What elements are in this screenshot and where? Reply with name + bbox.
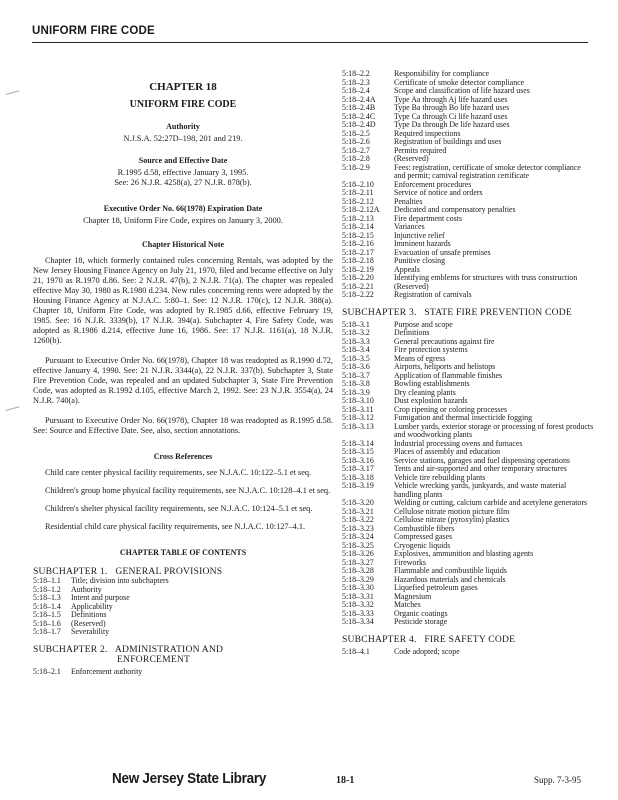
toc-row [342, 482, 594, 499]
chapter-name: UNIFORM FIRE CODE [129, 99, 237, 110]
page-number: 18-1 [336, 775, 355, 786]
section-number: 5:18–1.6 [33, 618, 61, 628]
toc-row [342, 618, 594, 627]
section-title: Registration of carnivals [394, 290, 472, 299]
right-column [342, 70, 594, 656]
subchapter-1-list [33, 577, 169, 637]
section-number: 5:18–2.20 [342, 273, 374, 282]
section-number: 5:18–3.4 [342, 345, 370, 354]
section-title: Intent and purpose [71, 593, 130, 602]
section-number: 5:18–3.5 [342, 353, 370, 363]
section-number: 5:18–3.23 [342, 523, 374, 533]
section-number: 5:18–2.17 [342, 247, 374, 257]
section-title: Crop ripening or coloring processes [394, 404, 508, 414]
authority-heading: Authority [166, 122, 200, 131]
toc-row [342, 338, 594, 347]
section-title: Type Ca through Ci life hazard uses [394, 111, 508, 121]
section-title: Service of notice and orders [394, 188, 483, 197]
section-title: Tents and air-supported and other temporary structures [394, 464, 567, 473]
toc-row [342, 516, 594, 525]
toc-row [342, 584, 594, 593]
section-title: Industrial processing ovens and furnaces [394, 438, 523, 448]
section-number: 5:18–2.16 [342, 239, 374, 248]
section-title: Certificate of smoke detector compliance [394, 77, 525, 87]
subchapter-3-list [342, 321, 594, 627]
section-title: Liquefied petroleum gases [394, 583, 478, 592]
library-stamp: New Jersey State Library [112, 770, 267, 787]
section-title: Matches [394, 600, 421, 609]
history-paragraph: Chapter 18, which formerly contained rules concerning Rentals, was adopted by the New Jersey Housing Finance Agency on July 21, 1970, filed and became effective on July 21, 1970 as R.1970 d.86. See: 2 N.J.R. 47(b), 2 N.J.R. 71(a). The chapter was repealed effective May 30, 1980 as R.1980 d.234. New rules concerning rents were adopted by the Housing Finance Agency at N.J.A.C. 5:80–1. See: 12 N.J.R. 170(c), 12 N.J.R. 388(a). Chapter 18, Uniform Fire Code, was adopted by R.1985 d.66, effective February 19, 1985. See: 16 N.J.R. 3339(b), 17 N.J.R. 394(a). Subchapter 4, Fire Safety Code, was adopted as R.1986 d.214, effective June 16, 1986. See: 17 N.J.R. 1161(a), 18 N.J.R. 1260(b). [33, 256, 333, 345]
chapter-number: CHAPTER 18 [149, 81, 217, 93]
section-number: 5:18–2.4 [342, 86, 370, 95]
section-title: Vehicle wrecking yards, junkyards, and waste material handling plants [394, 481, 567, 499]
section-title: General precautions against fire [394, 336, 495, 346]
toc-row [342, 423, 594, 440]
section-title: Responsibility for compliance [394, 69, 490, 78]
scan-mark [6, 406, 21, 413]
section-number: 5:18–3.29 [342, 574, 374, 584]
section-number: 5:18–3.32 [342, 600, 374, 609]
toc-row [342, 147, 594, 156]
section-number: 5:18–2.13 [342, 213, 374, 223]
toc-row [342, 346, 594, 355]
subchapter-2-heading: SUBCHAPTER 2. ADMINISTRATION AND [33, 643, 224, 655]
section-title: Required inspections [394, 128, 461, 138]
section-title: Authority [71, 584, 102, 594]
section-title: (Reserved) [394, 281, 429, 291]
section-number: 5:18–2.3 [342, 77, 370, 87]
section-number: 5:18–3.7 [342, 370, 370, 380]
toc-row [342, 291, 594, 300]
toc-row [342, 164, 594, 181]
section-title: Bowling establishments [394, 379, 470, 388]
section-number: 5:18–3.12 [342, 413, 374, 422]
section-title: Severability [71, 627, 110, 636]
toc-row [342, 321, 594, 330]
section-title: Scope and classification of life hazard uses [394, 86, 530, 95]
section-number: 5:18–3.8 [342, 379, 370, 388]
toc-row [33, 668, 142, 677]
section-number: 5:18–3.10 [342, 396, 374, 405]
toc-row [342, 380, 594, 389]
section-number: 5:18–2.12A [342, 205, 380, 214]
section-title: Identifying emblems for structures with truss construction [394, 273, 578, 282]
section-title: Type Ba through Bo life hazard uses [394, 103, 510, 112]
history-heading: Chapter Historical Note [141, 240, 225, 249]
section-number: 5:18–2.14 [342, 222, 374, 231]
section-title: Hazardous materials and chemicals [394, 574, 506, 584]
section-title: Service stations, garages and fuel dispensing operations [394, 455, 570, 465]
section-number: 5:18–1.2 [33, 584, 61, 594]
supplement-date: Supp. 7-3-95 [534, 775, 581, 785]
section-title: Flammable and combustible liquids [394, 566, 507, 575]
left-column [33, 72, 333, 676]
cross-ref-item: Child care center physical facility requirements, see N.J.A.C. 10:122–5.1 et seq. [45, 468, 312, 477]
exec-order-heading: Executive Order No. 66(1978) Expiration Date [103, 204, 263, 213]
section-number: 5:18–3.28 [342, 566, 374, 575]
source-heading: Source and Effective Date [138, 156, 228, 165]
toc-row [342, 215, 594, 224]
section-title: Evacuation of unsafe premises [394, 247, 491, 257]
section-title: Enforcement authority [71, 666, 143, 676]
section-number: 5:18–3.16 [342, 455, 374, 465]
toc-row [342, 121, 594, 130]
section-title: Registration of buildings and uses [394, 137, 502, 146]
section-number: 5:18–1.5 [33, 610, 61, 619]
section-title: Permits required [394, 145, 447, 155]
section-title: Explosives, ammunition and blasting agents [394, 549, 534, 558]
cross-ref-item: Residential child care physical facility requirements, see N.J.A.C. 10:127–4.1. [45, 522, 306, 531]
history-paragraph: Pursuant to Executive Order No. 66(1978), Chapter 18 was readopted as R.1990 d.72, effective January 4, 1990. See: 21 N.J.R. 3344(a), 22 N.J.R. 337(b). Subchapter 3, State Fire Prevention Code, was repealed and an updated Subchapter 3, State Fire Prevention Code, was adopted as R.1992 d.105, effective March 2, 1992. See: 23 N.J.R. 3554(a), 24 N.J.R. 740(a). [33, 356, 333, 405]
section-number: 5:18–3.25 [342, 540, 374, 550]
section-title: Airports, heliports and helistops [394, 362, 496, 371]
cross-ref-item: Children's group home physical facility requirements, see N.J.A.C. 10:128–4.1 et seq. [45, 486, 331, 495]
section-title: Cellulose nitrate motion picture film [394, 506, 510, 516]
section-number: 5:18–2.21 [342, 281, 374, 291]
section-title: Fumigation and thermal insecticide fogging [394, 413, 533, 422]
section-title: Cellulose nitrate (pyroxylin) plastics [394, 515, 510, 524]
section-title: Applicability [71, 601, 113, 611]
section-number: 5:18–3.19 [342, 481, 374, 490]
section-title: Dedicated and compensatory penalties [394, 205, 516, 214]
cross-ref-heading: Cross References [153, 452, 213, 461]
history-paragraph: Pursuant to Executive Order No. 66(1978), Chapter 18 was readopted as R.1995 d.58. See: Source and Effective Date. See, also, section annotations. [33, 416, 333, 435]
section-title: Dry cleaning plants [394, 387, 456, 397]
section-number: 5:18–2.2 [342, 69, 370, 78]
subchapter-3-heading: SUBCHAPTER 3. STATE FIRE PREVENTION CODE [342, 306, 572, 318]
toc-row [342, 232, 594, 241]
section-number: 5:18–3.33 [342, 608, 374, 618]
toc-row [342, 593, 594, 602]
section-title: Places of assembly and education [394, 447, 501, 456]
section-number: 5:18–2.6 [342, 137, 370, 146]
section-number: 5:18–2.4A [342, 94, 376, 104]
section-number: 5:18–2.10 [342, 179, 374, 189]
section-number: 5:18–1.4 [33, 601, 61, 611]
section-number: 5:18–2.12 [342, 196, 374, 206]
section-number: 5:18–1.3 [33, 593, 61, 602]
subchapter-2-list-start [33, 668, 142, 677]
section-number: 5:18–2.5 [342, 128, 370, 138]
section-title: Punitive closing [394, 256, 446, 265]
section-number: 5:18–3.20 [342, 498, 374, 507]
section-number: 5:18–4.1 [342, 646, 370, 656]
section-title: (Reserved) [394, 154, 429, 163]
toc-row [342, 249, 594, 258]
section-number: 5:18–3.26 [342, 549, 374, 558]
section-title: Fire protection systems [394, 345, 468, 354]
subchapter-2-list [342, 70, 594, 300]
section-title: Magnesium [394, 591, 432, 601]
section-number: 5:18–2.1 [33, 666, 61, 676]
section-number: 5:18–3.2 [342, 328, 370, 337]
section-number: 5:18–1.7 [33, 627, 61, 636]
authority-text: N.J.S.A. 52:27D–198, 201 and 219. [123, 134, 243, 143]
toc-row [342, 189, 594, 198]
section-title: Imminent hazards [394, 239, 451, 248]
section-title: Definitions [394, 328, 430, 337]
section-number: 5:18–2.22 [342, 290, 374, 299]
section-title: Pesticide storage [394, 617, 448, 626]
section-title: Purpose and scope [394, 319, 453, 329]
toc-row [342, 601, 594, 610]
toc-heading: CHAPTER TABLE OF CONTENTS [119, 548, 247, 557]
toc-row [342, 389, 594, 398]
toc-row [342, 223, 594, 232]
section-number: 5:18–2.4B [342, 103, 376, 112]
section-title: Means of egress [394, 353, 446, 363]
subchapter-4-heading: SUBCHAPTER 4. FIRE SAFETY CODE [342, 633, 516, 645]
toc-row [342, 533, 594, 542]
section-title: Cryogenic liquids [394, 540, 451, 550]
section-title: Combustible fibers [394, 523, 455, 533]
section-number: 5:18–3.24 [342, 532, 374, 541]
section-number: 5:18–3.30 [342, 583, 374, 592]
section-number: 5:18–2.11 [342, 188, 374, 197]
section-title: Type Aa through Aj life hazard uses [394, 94, 508, 104]
section-title: Appeals [394, 264, 420, 274]
toc-row [342, 648, 460, 657]
section-title: Application of flammable finishes [394, 370, 503, 380]
section-title: Organic coatings [394, 608, 448, 618]
section-number: 5:18–3.1 [342, 319, 370, 329]
exec-order-text: Chapter 18, Uniform Fire Code, expires on January 3, 2000. [83, 216, 283, 225]
section-number: 5:18–3.13 [342, 421, 374, 431]
section-number: 5:18–2.9 [342, 162, 370, 172]
toc-row [342, 550, 594, 559]
section-title: (Reserved) [71, 618, 106, 628]
source-text-2: See: 26 N.J.R. 4258(a), 27 N.J.R. 878(b). [114, 178, 252, 187]
section-number: 5:18–2.18 [342, 256, 374, 265]
section-number: 5:18–1.1 [33, 576, 61, 585]
section-number: 5:18–3.3 [342, 336, 370, 346]
section-title: Variances [394, 222, 425, 231]
toc-row [342, 610, 594, 619]
section-number: 5:18–3.31 [342, 591, 374, 601]
toc-row [342, 525, 594, 534]
section-title: Vehicle tire rebuilding plants [394, 472, 486, 482]
toc-row [342, 138, 594, 147]
section-number: 5:18–3.21 [342, 506, 374, 516]
subchapter-1-heading: SUBCHAPTER 1. GENERAL PROVISIONS [33, 566, 223, 577]
section-number: 5:18–3.34 [342, 617, 374, 626]
section-title: Definitions [71, 610, 107, 619]
header-rule [32, 42, 588, 43]
section-number: 5:18–2.19 [342, 264, 374, 274]
section-title: Fireworks [394, 557, 426, 567]
section-title: Injunctive relief [394, 230, 445, 240]
section-number: 5:18–3.9 [342, 387, 370, 397]
section-title: Penalties [394, 196, 423, 206]
section-title: Enforcement procedures [394, 179, 472, 189]
section-title: Fees: registration, certificate of smoke detector compliance and permit; carnival registration certificate [394, 162, 581, 180]
subchapter-4-list [342, 648, 460, 657]
section-title: Type Da through De life hazard uses [394, 120, 510, 129]
toc-row [33, 628, 169, 637]
section-title: Welding or cutting, calcium carbide and acetylene generators [394, 498, 588, 507]
section-title: Compressed gases [394, 532, 453, 541]
section-number: 5:18–2.4D [342, 120, 376, 129]
section-number: 5:18–2.4C [342, 111, 376, 121]
toc-row [342, 257, 594, 266]
cross-ref-item: Children's shelter physical facility requirements, see N.J.A.C. 10:124–5.1 et seq. [45, 504, 313, 513]
section-number: 5:18–3.6 [342, 362, 370, 371]
section-title: Fire department costs [394, 213, 462, 223]
subchapter-2-heading-cont: ENFORCEMENT [117, 653, 191, 665]
section-number: 5:18–3.11 [342, 404, 374, 414]
toc-row [342, 206, 594, 215]
section-number: 5:18–3.27 [342, 557, 374, 567]
section-title: Dust explosion hazards [394, 396, 468, 405]
section-number: 5:18–3.15 [342, 447, 374, 456]
section-title: Code adopted; scope [394, 646, 460, 656]
scan-mark [6, 90, 21, 97]
section-number: 5:18–3.18 [342, 472, 374, 482]
source-text-1: R.1995 d.58, effective January 3, 1995. [117, 168, 249, 177]
section-number: 5:18–2.15 [342, 230, 374, 240]
running-header: UNIFORM FIRE CODE [32, 25, 155, 37]
section-number: 5:18–3.17 [342, 464, 374, 473]
section-title: Title; division into subchapters [71, 576, 169, 585]
toc-row [342, 274, 594, 283]
section-title: Lumber yards, exterior storage or processing of forest products and woodworking plants [394, 421, 594, 439]
section-number: 5:18–2.8 [342, 154, 370, 163]
section-number: 5:18–3.22 [342, 515, 374, 524]
section-number: 5:18–3.14 [342, 438, 374, 448]
section-number: 5:18–2.7 [342, 145, 370, 155]
